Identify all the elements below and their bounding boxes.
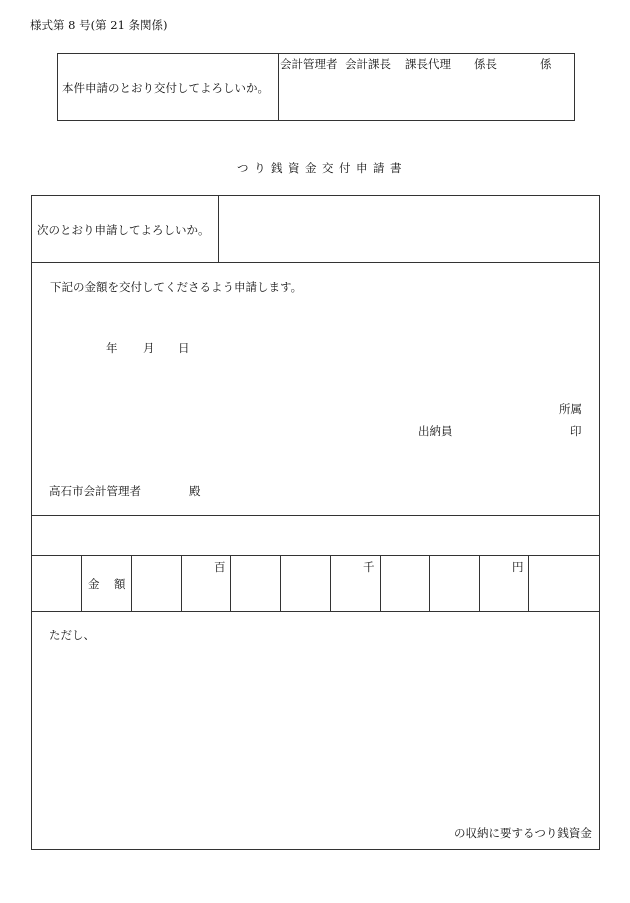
amount-cell-divider	[81, 555, 82, 611]
amount-cell-divider	[429, 555, 430, 611]
role-accounting-chief: 会計課長	[345, 57, 391, 71]
amount-cell-divider	[181, 555, 182, 611]
unit-yen: 円	[512, 560, 524, 574]
role-deputy-chief: 課長代理	[405, 57, 451, 71]
cashier-label: 出納員	[418, 424, 453, 438]
seal-label: 印	[570, 424, 582, 438]
amount-cell-divider	[131, 555, 132, 611]
amount-cell-divider	[380, 555, 381, 611]
date-day: 日	[178, 341, 190, 355]
row-line	[31, 611, 600, 612]
date-month: 月	[143, 341, 155, 355]
role-staff: 係	[540, 57, 552, 71]
row-line	[31, 515, 600, 516]
unit-thousand: 千	[363, 560, 375, 574]
form-number: 様式第 8 号(第 21 条関係)	[30, 18, 168, 32]
role-section-chief: 係長	[474, 57, 497, 71]
row-line	[31, 555, 600, 556]
amount-label-gaku: 額	[114, 577, 126, 591]
role-accounting-manager: 会計管理者	[280, 57, 338, 71]
unit-hundred: 百	[214, 560, 226, 574]
affiliation-label: 所属	[559, 402, 582, 416]
amount-cell-divider	[528, 555, 529, 611]
row-line	[31, 262, 600, 263]
request-divider	[218, 195, 219, 262]
date-year: 年	[106, 341, 118, 355]
addressee: 高石市会計管理者	[49, 484, 141, 498]
amount-cell-divider	[479, 555, 480, 611]
amount-label-kin: 金	[88, 577, 100, 591]
honorific: 殿	[189, 484, 201, 498]
amount-cell-divider	[230, 555, 231, 611]
note-suffix: の収納に要するつり銭資金	[454, 826, 592, 840]
approval-divider	[278, 53, 279, 121]
amount-cell-divider	[330, 555, 331, 611]
amount-cell-divider	[280, 555, 281, 611]
approval-question: 本件申請のとおり交付してよろしいか。	[62, 81, 269, 95]
note-prefix: ただし、	[49, 628, 95, 642]
document-title: つり銭資金交付申請書	[237, 161, 407, 175]
request-statement: 下記の金額を交付してくださるよう申請します。	[50, 280, 303, 294]
request-question: 次のとおり申請してよろしいか。	[37, 223, 210, 237]
